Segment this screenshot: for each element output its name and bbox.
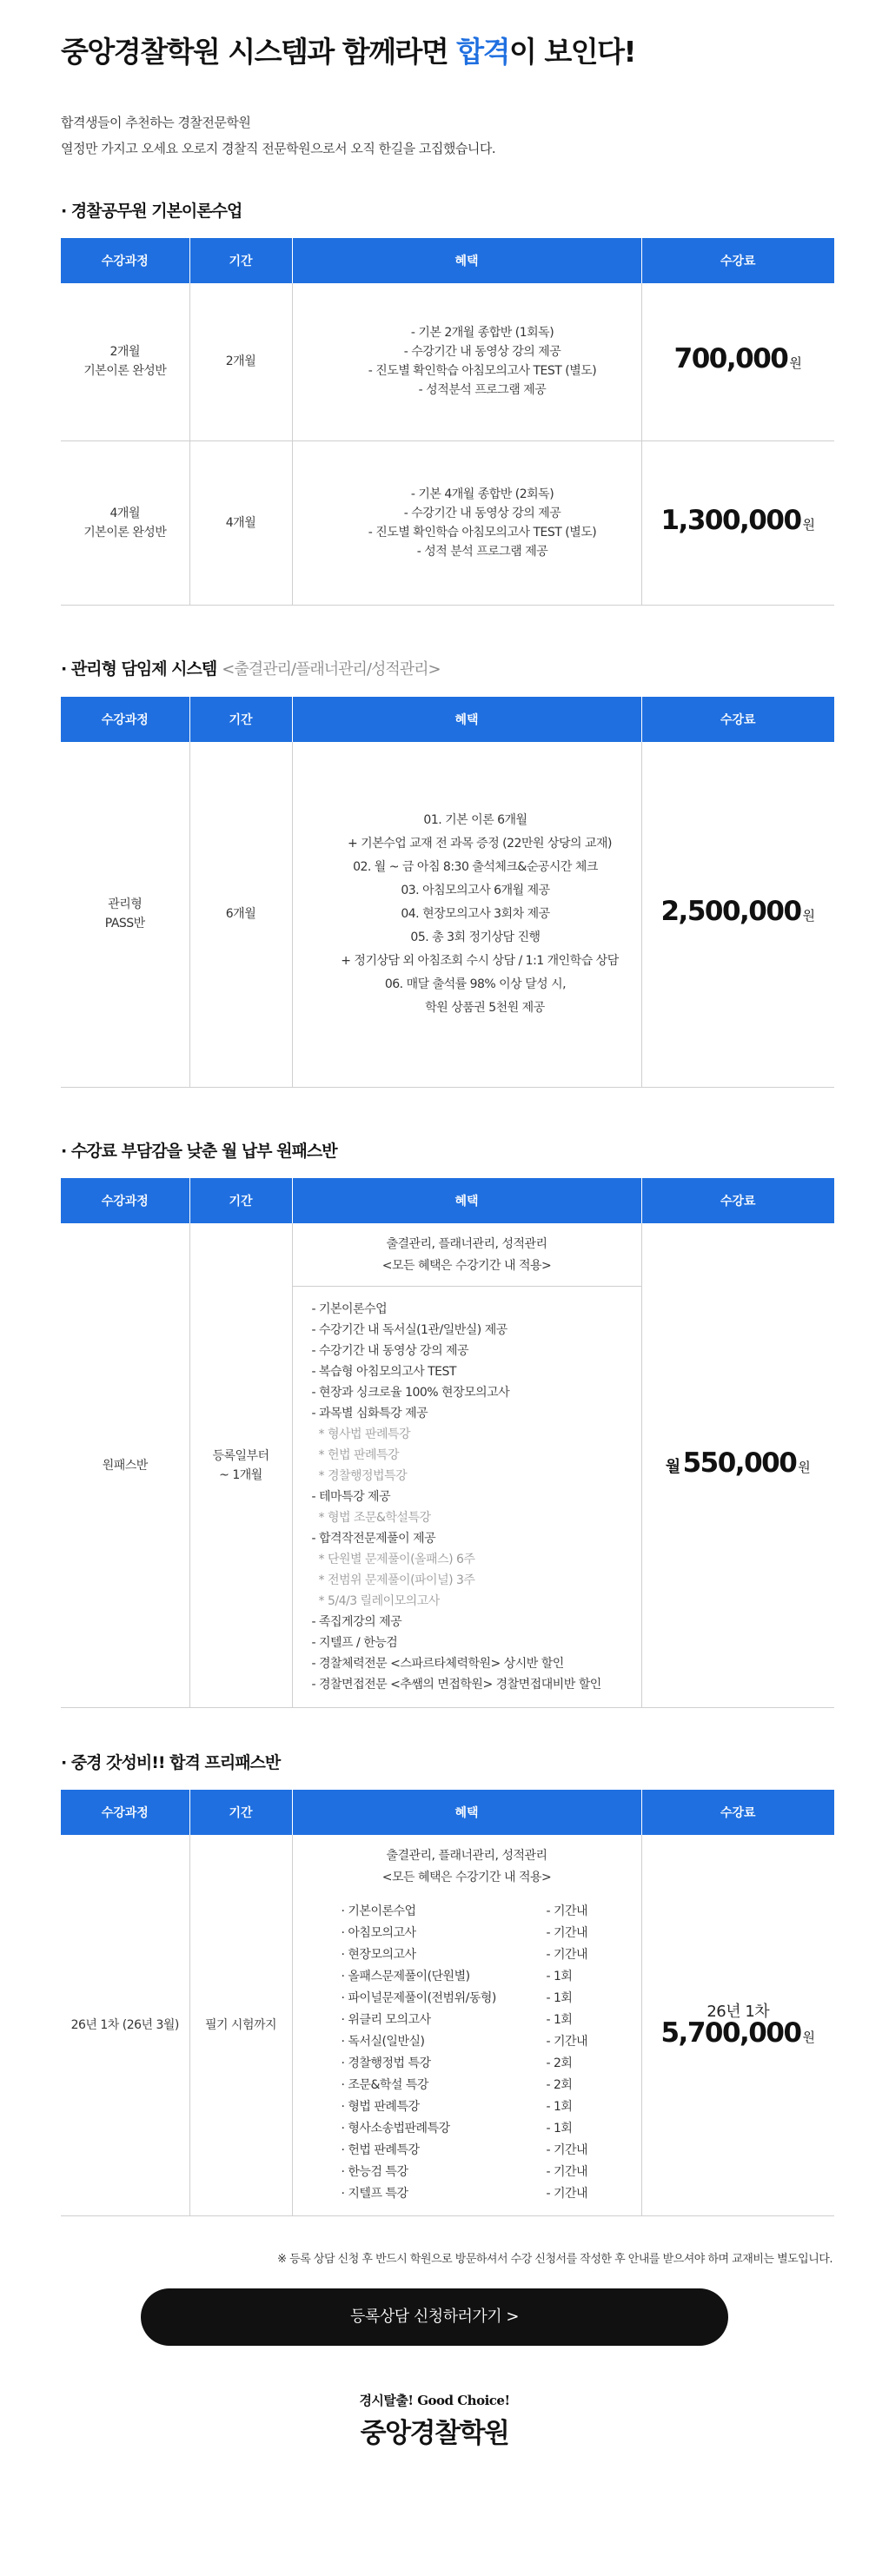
price-value: 1,300,000 원 [660, 504, 816, 536]
price-label: 26년 1차 [706, 2003, 770, 2021]
slogan: 경시탈출! Good Choice! [359, 2393, 510, 2408]
price-table-basic [61, 238, 834, 606]
list-item: · 위클리 모의고사 - 1회 [341, 2013, 573, 2027]
period-cell: 2개월 [189, 283, 292, 440]
price-value: 700,000 원 [673, 343, 802, 375]
benefit-cell: 01. 기본 이론 6개월 + 기본수업 교재 전 과목 증정 (22만원 상당의 교재) 02. 월 ~ 금 아침 8:30 출석체크&순공시간 체크 03. 아침모의고사 6개월 제공 04. 현장모의고사 3회차 제공 05. 총 3회 정기상담 진행 + 정기상담 외 아침조회 수시 상담 / 1:1 개인학습 상담 06. 매달 출석률 98% 이상 달성 시, 학원 상품권 5천원 제공 [292, 742, 641, 1088]
table-row [61, 742, 834, 1088]
course-cell: 2개월 기본이론 완성반 [61, 283, 189, 440]
list-item: · 경찰행정법 특강 - 2회 [341, 2056, 573, 2070]
fee-cell [641, 1223, 834, 1708]
course-cell: 26년 1차 (26년 3월) [61, 1835, 189, 2216]
course-cell: 원패스반 [61, 1223, 189, 1708]
intro-text [61, 109, 869, 162]
price-value: 5,700,000 원 [660, 2017, 816, 2049]
list-item: · 파이널문제풀이(전범위/동형) - 1회 [341, 1991, 573, 2005]
table-row [61, 1835, 834, 2216]
benefit-summary: 출결관리, 플래너관리, 성적관리 <모든 혜택은 수강기간 내 적용> [381, 1849, 552, 1884]
header-course: 수강과정 [61, 1790, 189, 1835]
title-highlight: 합격 [456, 35, 510, 69]
list-item: · 한능검 특강 - 기간내 [341, 2165, 588, 2179]
fee-cell [641, 283, 834, 440]
section-title-managed: · 관리형 담임제 시스템 <출결관리/플래너관리/성적관리> [61, 659, 441, 679]
header-fee: 수강료 [641, 1178, 834, 1223]
intro-line: 합격생들이 추천하는 경찰전문학원 [61, 115, 251, 130]
price-table-freepass [61, 1790, 834, 2216]
list-item: · 기본이론수업 - 기간내 [341, 1904, 588, 1918]
section-subtitle: <출결관리/플래너관리/성적관리> [222, 659, 441, 679]
table-header-row [61, 1178, 834, 1223]
benefit-summary: 출결관리, 플래너관리, 성적관리 <모든 혜택은 수강기간 내 적용> [293, 1223, 641, 1287]
section-title-basic: · 경찰공무원 기본이론수업 [61, 202, 242, 221]
header-course: 수강과정 [61, 1178, 189, 1223]
benefit-cell: - 기본 2개월 종합반 (1회독) - 수강기간 내 동영상 강의 제공 - 진도별 확인학습 아침모의고사 TEST (별도) - 성적분석 프로그램 제공 [292, 283, 641, 440]
period-cell: 4개월 [189, 440, 292, 605]
header-benefit: 혜택 [292, 1178, 641, 1223]
list-item: · 조문&학설 특강 - 2회 [341, 2078, 573, 2092]
header-fee: 수강료 [641, 238, 834, 283]
list-item: · 형법 판례특강 - 1회 [341, 2100, 573, 2114]
course-cell: 관리형 PASS반 [61, 742, 189, 1088]
fee-cell [641, 440, 834, 605]
benefit-list: - 기본이론수업 - 수강기간 내 독서실(1관/일반실) 제공 - 수강기간 내 동영상 강의 제공 - 복습형 아침모의고사 TEST - 현장과 싱크로율 100% 현장모의고사 - 과목별 심화특강 제공 * 형사법 판례특강 * 헌법 판례특강 * 경찰행정법특강 - 테마특강 제공 * 형법 조문&학설특강 - 합격작전문제풀이 제공 * 단원별 문제풀이(올패스) 6주 * 전범위 문제풀이(파이널) 3주 * 5/4/3 릴레이모의고사 - 족집게강의 제공 - 지텔프 / 한능검 - 경찰체력전문 <스파르타체력학원> 상시반 할인 - 경찰면접전문 <추쌤의 면접학원> 경찰면접대비반 할인 [311, 1302, 601, 1692]
list-item: · 형사소송법판례특강 - 1회 [341, 2122, 573, 2136]
list-item: · 올패스문제풀이(단원별) - 1회 [341, 1970, 573, 1983]
price-table-managed [61, 697, 834, 1089]
footer-logo [0, 2391, 869, 2450]
header-fee: 수강료 [641, 697, 834, 742]
register-consult-button[interactable]: 등록상담 신청하러가기 > [141, 2288, 728, 2346]
list-item: · 독서실(일반실) - 기간내 [341, 2035, 588, 2049]
list-item: · 헌법 판례특강 - 기간내 [341, 2143, 588, 2157]
course-cell: 4개월 기본이론 완성반 [61, 440, 189, 605]
list-item: · 현장모의고사 - 기간내 [341, 1948, 588, 1962]
table-row [61, 440, 834, 605]
section-title-onepass: · 수강료 부담감을 낮춘 월 납부 원패스반 [61, 1142, 337, 1161]
fee-cell [641, 742, 834, 1088]
table-header-row [61, 1790, 834, 1835]
registration-note: ※ 등록 상담 신청 후 반드시 학원으로 방문하셔서 수강 신청서를 작성한 후 안내를 받으셔야 하며 교재비는 별도입니다. [277, 2253, 833, 2266]
benefit-cell [292, 1223, 641, 1708]
benefit-cell [292, 1835, 641, 2216]
table-header-row [61, 697, 834, 742]
table-row [61, 283, 834, 440]
period-cell: 필기 시험까지 [189, 1835, 292, 2216]
table-row [61, 1223, 834, 1708]
fee-cell [641, 1835, 834, 2216]
header-benefit: 혜택 [292, 697, 641, 742]
page-title: 중앙경찰학원 시스템과 함께라면 합격이 보인다! [61, 35, 636, 69]
header-period: 기간 [189, 697, 292, 742]
period-cell: 6개월 [189, 742, 292, 1088]
header-fee: 수강료 [641, 1790, 834, 1835]
academy-logo: 중앙경찰학원 [360, 2418, 509, 2449]
benefit-list [293, 1896, 641, 2215]
header-benefit: 혜택 [292, 1790, 641, 1835]
section-title-freepass: · 중경 갓성비!! 합격 프리패스반 [61, 1753, 281, 1772]
list-item: · 아침모의고사 - 기간내 [341, 1926, 588, 1940]
table-header-row [61, 238, 834, 283]
header-benefit: 혜택 [292, 238, 641, 283]
cta-wrap [0, 2288, 869, 2346]
price-value: 월 550,000 원 [665, 1447, 811, 1479]
header-course: 수강과정 [61, 697, 189, 742]
list-item: · 지텔프 특강 - 기간내 [341, 2187, 588, 2201]
price-table-onepass [61, 1178, 834, 1708]
header-course: 수강과정 [61, 238, 189, 283]
header-period: 기간 [189, 238, 292, 283]
price-value: 2,500,000 원 [660, 896, 816, 928]
header-period: 기간 [189, 1790, 292, 1835]
intro-line: 열정만 가지고 오세요 오로지 경찰직 전문학원으로서 오직 한길을 고집했습니다. [61, 141, 496, 156]
period-cell: 등록일부터 ~ 1개월 [189, 1223, 292, 1708]
header-period: 기간 [189, 1178, 292, 1223]
benefit-cell: - 기본 4개월 종합반 (2회독) - 수강기간 내 동영상 강의 제공 - 진도별 확인학습 아침모의고사 TEST (별도) - 성적 분석 프로그램 제공 [292, 440, 641, 605]
